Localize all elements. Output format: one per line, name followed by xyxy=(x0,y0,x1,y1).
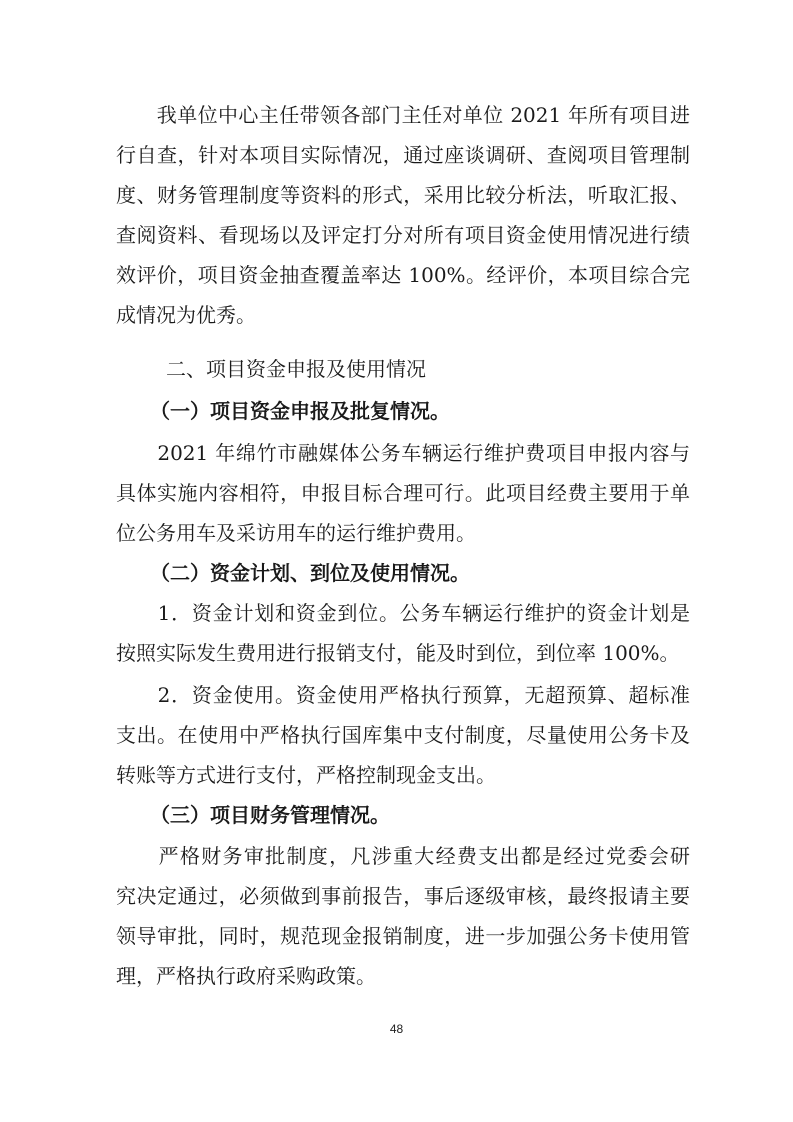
page-number: 48 xyxy=(389,1022,404,1036)
text-line: 2021 年绵竹市融媒体公务车辆运行维护费项目申报内容与 xyxy=(116,441,690,465)
subsection-heading: （三）项目财务管理情况。 xyxy=(150,803,390,827)
text-line: 具体实施内容相符，申报目标合理可行。此项目经费主要用于单 xyxy=(116,481,690,505)
subsection-2-item-2 xyxy=(116,675,690,795)
subsection-1-paragraph xyxy=(116,433,690,553)
text-line: 我单位中心主任带领各部门主任对单位 2021 年所有项目进 xyxy=(116,103,690,127)
text-line: 查阅资料、看现场以及评定打分对所有项目资金使用情况进行绩 xyxy=(116,223,690,247)
text-line: 理，严格执行政府采购政策。 xyxy=(116,964,376,988)
text-line: 2．资金使用。资金使用严格执行预算，无超预算、超标准 xyxy=(116,683,690,707)
text-line: 成情况为优秀。 xyxy=(116,303,256,327)
text-line: 支出。在使用中严格执行国库集中支付制度，尽量使用公务卡及 xyxy=(116,723,690,747)
text-line: 按照实际发生费用进行报销支付，能及时到位，到位率 100%。 xyxy=(116,641,680,665)
section-heading: 二、项目资金申报及使用情况 xyxy=(166,357,426,381)
text-line: 度、财务管理制度等资料的形式，采用比较分析法，听取汇报、 xyxy=(116,183,690,207)
text-line: 究决定通过，必须做到事前报告，事后逐级审核，最终报请主要 xyxy=(116,884,690,908)
text-line: 严格财务审批制度，凡涉重大经费支出都是经过党委会研 xyxy=(116,844,690,868)
subsection-heading: （一）项目资金申报及批复情况。 xyxy=(150,399,450,423)
subsection-heading: （二）资金计划、到位及使用情况。 xyxy=(150,561,470,585)
text-line: 1．资金计划和资金到位。公务车辆运行维护的资金计划是 xyxy=(116,601,690,625)
intro-paragraph xyxy=(116,95,690,335)
text-line: 位公务用车及采访用车的运行维护费用。 xyxy=(116,521,476,545)
subsection-2-item-1 xyxy=(116,593,690,673)
text-line: 行自查，针对本项目实际情况，通过座谈调研、查阅项目管理制 xyxy=(116,143,690,167)
text-line: 转账等方式进行支付，严格控制现金支出。 xyxy=(116,763,496,787)
subsection-3-paragraph xyxy=(116,836,690,996)
text-line: 效评价，项目资金抽查覆盖率达 100%。经评价，本项目综合完 xyxy=(116,263,690,287)
text-line: 领导审批，同时，规范现金报销制度，进一步加强公务卡使用管 xyxy=(116,924,690,948)
